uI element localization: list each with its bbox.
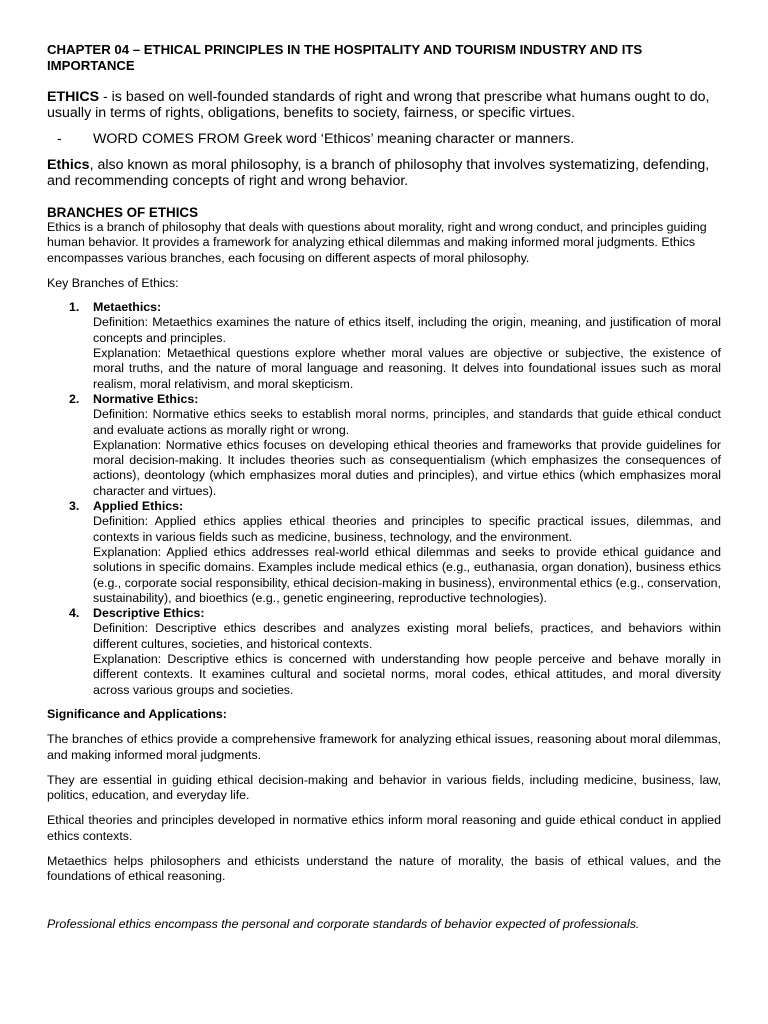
branch-name: Applied Ethics: xyxy=(93,499,184,514)
ethics-term-2: Ethics xyxy=(47,157,90,173)
list-number: 2. xyxy=(69,391,80,406)
branches-heading: BRANCHES OF ETHICS xyxy=(47,205,199,220)
dash-bullet: - xyxy=(57,131,62,147)
chapter-title: CHAPTER 04 – ETHICAL PRINCIPLES IN THE HOSPITALITY AND TOURISM INDUSTRY AND ITS IMPORTANCE xyxy=(47,42,643,73)
branches-intro: Ethics is a branch of philosophy that deals with questions about morality, right and wrong conduct, and principles guiding human behavior. It provides a framework for analyzing ethical dilemmas and making informed moral judgments. Ethics encompasses various branches, each focusing on different aspects of moral philosophy. xyxy=(47,220,707,265)
branch-explanation: Explanation: Descriptive ethics is concerned with understanding how people perceive and behave morally in different contexts. It examines cultural and societal norms, moral codes, ethical attitudes, and moral diversity across various groups and societies. xyxy=(93,652,721,697)
branch-name: Normative Ethics: xyxy=(93,391,199,406)
word-origin-item xyxy=(47,131,721,147)
list-number: 1. xyxy=(69,300,80,315)
ethics-moral-text: , also known as moral philosophy, is a branch of philosophy that involves systematizing, defending, and recommending concepts of right and wrong behavior. xyxy=(47,157,710,189)
branch-item-descriptive-ethics xyxy=(47,606,721,698)
ethics-definition xyxy=(47,89,721,121)
footer-note: Professional ethics encompass the personal and corporate standards of behavior expected of professionals. xyxy=(47,916,640,931)
branch-definition: Definition: Normative ethics seeks to establish moral norms, principles, and standards that guide ethical conduct and evaluate actions as morally right or wrong. xyxy=(93,407,721,437)
branch-item-normative-ethics xyxy=(47,392,721,499)
document-page xyxy=(47,42,721,932)
branch-name: Metaethics: xyxy=(93,300,162,315)
branch-explanation: Explanation: Applied ethics addresses real-world ethical dilemmas and seeks to provide ethical guidance and solutions in specific domains. Examples include medical ethics (e.g., euthanasia, organ donation), business ethics (e.g., corporate social responsibility, ethical decision-making in business), environmental ethics (e.g., conservation, sustainability), and bioethics (e.g., genetic engineering, reproductive technologies). xyxy=(93,544,721,605)
list-number: 3. xyxy=(69,499,80,514)
branch-item-metaethics xyxy=(47,300,721,392)
branch-explanation: Explanation: Metaethical questions explore whether moral values are objective or subjective, the existence of moral truths, and the nature of moral language and reasoning. It delves into foundational issues such as moral realism, moral relativism, and moral skepticism. xyxy=(93,346,721,391)
significance-paragraph: Metaethics helps philosophers and ethicists understand the nature of morality, the basis of ethical values, and the foundations of ethical reasoning. xyxy=(47,853,721,884)
significance-heading: Significance and Applications: xyxy=(47,706,227,721)
ethics-term: ETHICS xyxy=(47,89,100,105)
significance-paragraph: Ethical theories and principles developed in normative ethics inform moral reasoning and guide ethical conduct in applied ethics contexts. xyxy=(47,813,721,843)
branch-definition: Definition: Metaethics examines the nature of ethics itself, including the origin, meaning, and justification of moral concepts and principles. xyxy=(93,315,721,345)
ethics-definition-text: - is based on well-founded standards of right and wrong that prescribe what humans ought to do, usually in terms of rights, obligations, benefits to society, fairness, or specific virtues. xyxy=(47,89,710,121)
branches-list xyxy=(47,300,721,698)
significance-paragraph: They are essential in guiding ethical decision-making and behavior in various fields, including medicine, business, law, politics, education, and everyday life. xyxy=(47,772,721,803)
word-origin-text: WORD COMES FROM Greek word ‘Ethicos’ meaning character or manners. xyxy=(93,131,575,147)
branch-definition: Definition: Applied ethics applies ethical theories and principles to specific practical issues, dilemmas, and contexts in various fields such as medicine, business, technology, and the environment. xyxy=(93,514,721,544)
branch-item-applied-ethics xyxy=(47,499,721,606)
significance-paragraph: The branches of ethics provide a comprehensive framework for analyzing ethical issues, reasoning about moral dilemmas, and making informed moral judgments. xyxy=(47,732,721,762)
ethics-moral-philosophy xyxy=(47,157,721,189)
branch-definition: Definition: Descriptive ethics describes and analyzes existing moral beliefs, practices, and behaviors within different cultures, societies, and historical contexts. xyxy=(93,621,721,651)
branch-name: Descriptive Ethics: xyxy=(93,606,205,621)
key-branches-label: Key Branches of Ethics: xyxy=(47,275,179,290)
branch-explanation: Explanation: Normative ethics focuses on developing ethical theories and frameworks that provide guidelines for moral decision-making. It includes theories such as consequentialism (which emphasizes the consequences of actions), deontology (which emphasizes moral duties and principles), and virtue ethics (which emphasizes moral character and virtues). xyxy=(93,437,721,498)
list-number: 4. xyxy=(69,606,80,621)
